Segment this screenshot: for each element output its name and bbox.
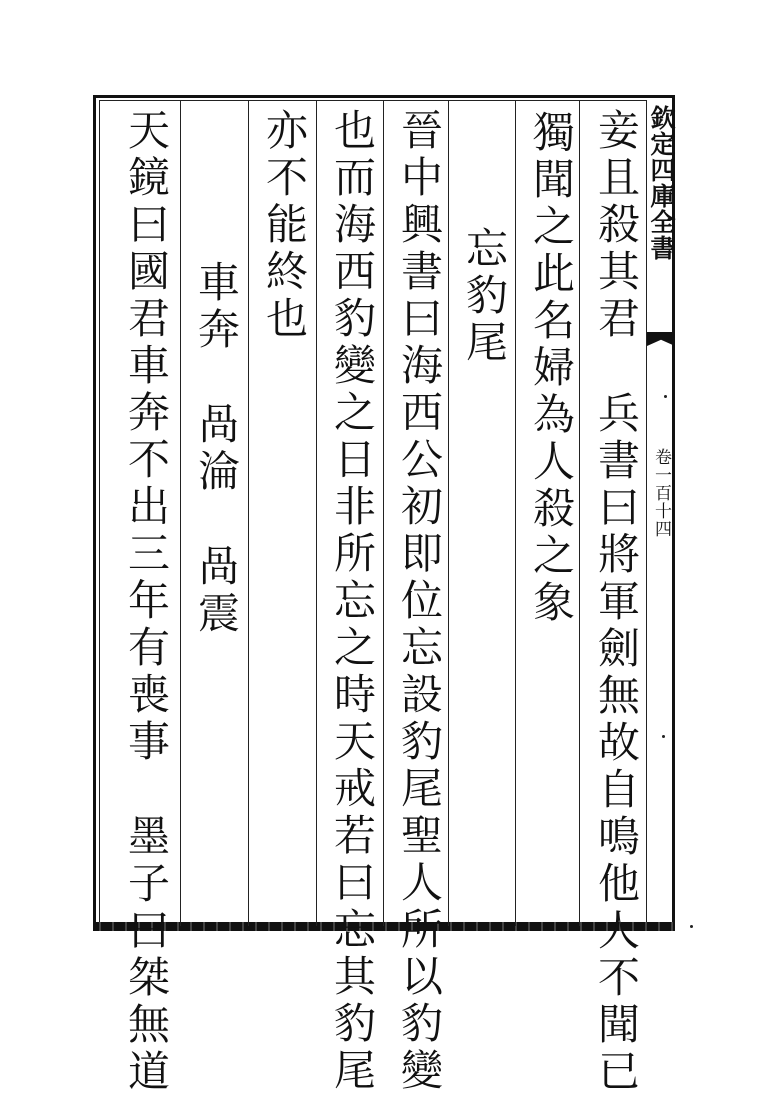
column-rule (180, 100, 181, 926)
text-column-5 (326, 108, 378, 1095)
list-item: 車奔 (192, 260, 241, 354)
text-column-8 (120, 108, 172, 1096)
section-heading (458, 226, 510, 367)
heading-text: 忘豹尾 (460, 226, 509, 367)
text-segment: 亦不能終也 (260, 108, 309, 343)
text-segment: 兵書曰將軍劍無故自鳴他人不聞已 (592, 391, 641, 1096)
column-rule (248, 100, 249, 926)
juan-number: 卷一百十四 (651, 448, 671, 538)
text-segment: 妾且殺其君 (592, 108, 641, 343)
text-column-2 (525, 110, 577, 627)
list-item: 咼淪 (192, 402, 241, 496)
text-column-6 (258, 108, 310, 343)
column-rule (515, 100, 516, 926)
text-column-4 (393, 108, 445, 1095)
fishtail-mark (647, 332, 675, 346)
scan-speck (690, 925, 693, 928)
banxin-strip (647, 100, 675, 926)
text-column-1 (590, 108, 642, 1096)
scan-speck (664, 395, 667, 398)
column-rule (579, 100, 580, 926)
text-segment: 墨子曰桀無道 (122, 814, 171, 1096)
text-segment: 天鏡曰國君車奔不出三年有喪事 (122, 108, 171, 766)
scan-speck (662, 735, 665, 738)
text-segment: 也而海西豹變之日非所忘之時天戒若曰忘其豹尾 (328, 108, 377, 1095)
list-item: 咼震 (192, 544, 241, 638)
text-column-7 (190, 260, 242, 638)
column-rule (316, 100, 317, 926)
column-rule (383, 100, 384, 926)
book-title: 欽定四庫全書 (647, 105, 676, 261)
text-segment: 獨聞之此名婦為人殺之象 (527, 110, 576, 627)
column-rule (448, 100, 449, 926)
text-segment: 晉中興書曰海西公初即位忘設豹尾聖人所以豹變 (395, 108, 444, 1095)
